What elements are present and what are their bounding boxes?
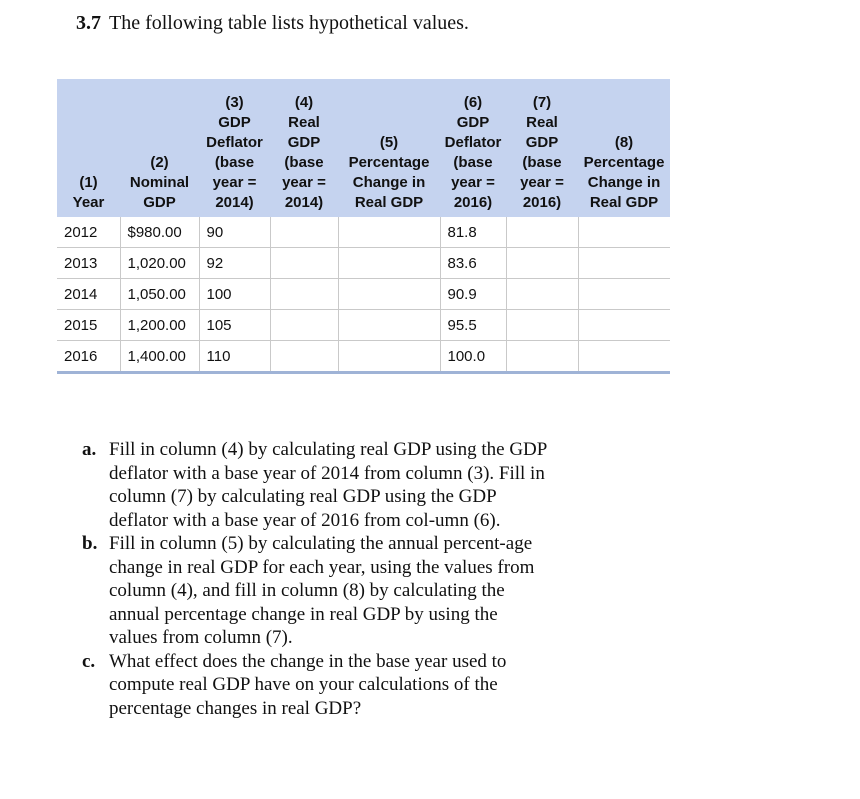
table-cell (270, 248, 338, 279)
gdp-table (57, 79, 670, 374)
question-a (82, 438, 549, 532)
column-header (199, 79, 270, 217)
header-line: Real (526, 114, 558, 131)
header-line: GDP (525, 134, 559, 151)
table-cell (578, 217, 670, 248)
table-cell: 90.9 (440, 279, 506, 310)
header-line: 2016) (522, 194, 562, 211)
header-line: Real GDP (354, 194, 424, 211)
column-header (120, 79, 199, 217)
header-line: Change in (352, 174, 426, 191)
header-line: year = (212, 174, 257, 191)
table-cell: 1,050.00 (120, 279, 199, 310)
table-header-row (57, 79, 670, 217)
table-cell: 1,020.00 (120, 248, 199, 279)
question-b (82, 532, 549, 650)
header-line: 2014) (284, 194, 324, 211)
header-line: 2014) (215, 194, 254, 211)
header-line: (7) (532, 94, 552, 111)
table-cell (506, 341, 578, 373)
table-body (57, 217, 670, 373)
header-line: (base (284, 154, 324, 171)
header-line: year = (520, 174, 564, 191)
table-cell (270, 279, 338, 310)
table-cell: 81.8 (440, 217, 506, 248)
column-header (57, 79, 120, 217)
table-cell: 90 (199, 217, 270, 248)
header-line: GDP (143, 194, 176, 211)
table-row (57, 341, 670, 373)
header-line: Percentage (583, 154, 665, 171)
header-line: (8) (614, 134, 634, 151)
table-row (57, 217, 670, 248)
header-line: Deflator (444, 134, 502, 151)
table-cell (506, 279, 578, 310)
header-line: (5) (379, 134, 399, 151)
question-letter: c. (82, 650, 96, 672)
question-text: Fill in column (4) by calculating real GDP using the GDP deflator with a base year of 2014 from column (3). Fill in column (7) by calculating real GDP using the GDP deflator with a base year of 2016 from col-umn (6). (109, 439, 547, 531)
header-line: GDP (456, 114, 490, 131)
table-cell (578, 279, 670, 310)
table-cell: 1,400.00 (120, 341, 199, 373)
table-cell: 92 (199, 248, 270, 279)
table-cell: 2016 (57, 341, 120, 373)
table-cell: 95.5 (440, 310, 506, 341)
header-line: Change in (587, 174, 661, 191)
question-text: Fill in column (5) by calculating the annual percent-age change in real GDP for each year, using the values from column (4), and fill in column (8) by calculating the annual percentage change in real GDP by using the values from column (7). (109, 533, 535, 648)
problem-title (76, 12, 469, 35)
table-cell: 105 (199, 310, 270, 341)
header-line: (base (522, 154, 562, 171)
table-cell (338, 310, 440, 341)
table-cell (578, 248, 670, 279)
question-text: What effect does the change in the base year used to compute real GDP have on your calculations of the percentage changes in real GDP? (109, 650, 507, 719)
column-header (338, 79, 440, 217)
table-cell (338, 217, 440, 248)
table-cell: 1,200.00 (120, 310, 199, 341)
question-letter: b. (82, 533, 98, 554)
header-line: Deflator (206, 134, 263, 151)
table-cell (506, 310, 578, 341)
table-cell (270, 310, 338, 341)
column-header (506, 79, 578, 217)
table-row (57, 248, 670, 279)
column-header (270, 79, 338, 217)
table-cell (578, 310, 670, 341)
table-cell: 2015 (57, 310, 120, 341)
header-line: Year (72, 194, 105, 211)
table-cell (270, 341, 338, 373)
table-cell (578, 341, 670, 373)
header-line: (6) (463, 94, 483, 111)
header-line: year = (451, 174, 495, 191)
header-line: (2) (150, 154, 169, 171)
column-header (440, 79, 506, 217)
table-cell: 83.6 (440, 248, 506, 279)
header-line: Percentage (348, 154, 430, 171)
header-line: GDP (287, 134, 321, 151)
problem-text: The following table lists hypothetical values. (109, 12, 469, 34)
table-cell: 100.0 (440, 341, 506, 373)
header-line: (base (214, 154, 255, 171)
header-line: year = (282, 174, 326, 191)
header-line: Real GDP (589, 194, 659, 211)
question-letter: a. (82, 439, 97, 460)
table-cell: 110 (199, 341, 270, 373)
table-cell (506, 217, 578, 248)
problem-number: 3.7 (76, 12, 101, 34)
column-header (578, 79, 670, 217)
header-line: (3) (225, 94, 244, 111)
header-line: (4) (294, 94, 314, 111)
table-row (57, 310, 670, 341)
table-cell: 100 (199, 279, 270, 310)
table-row (57, 279, 670, 310)
header-line: Real (288, 114, 320, 131)
table-cell (270, 217, 338, 248)
table-cell (338, 248, 440, 279)
question-list (82, 438, 549, 720)
header-line: (1) (79, 174, 98, 191)
table-cell: $980.00 (120, 217, 199, 248)
header-line: GDP (218, 114, 251, 131)
table-cell (338, 279, 440, 310)
table-cell (338, 341, 440, 373)
table-cell (506, 248, 578, 279)
question-c (82, 650, 549, 721)
table-cell: 2012 (57, 217, 120, 248)
header-line: 2016) (453, 194, 493, 211)
table-cell: 2013 (57, 248, 120, 279)
header-line: Nominal (129, 174, 190, 191)
header-line: (base (453, 154, 493, 171)
table-cell: 2014 (57, 279, 120, 310)
